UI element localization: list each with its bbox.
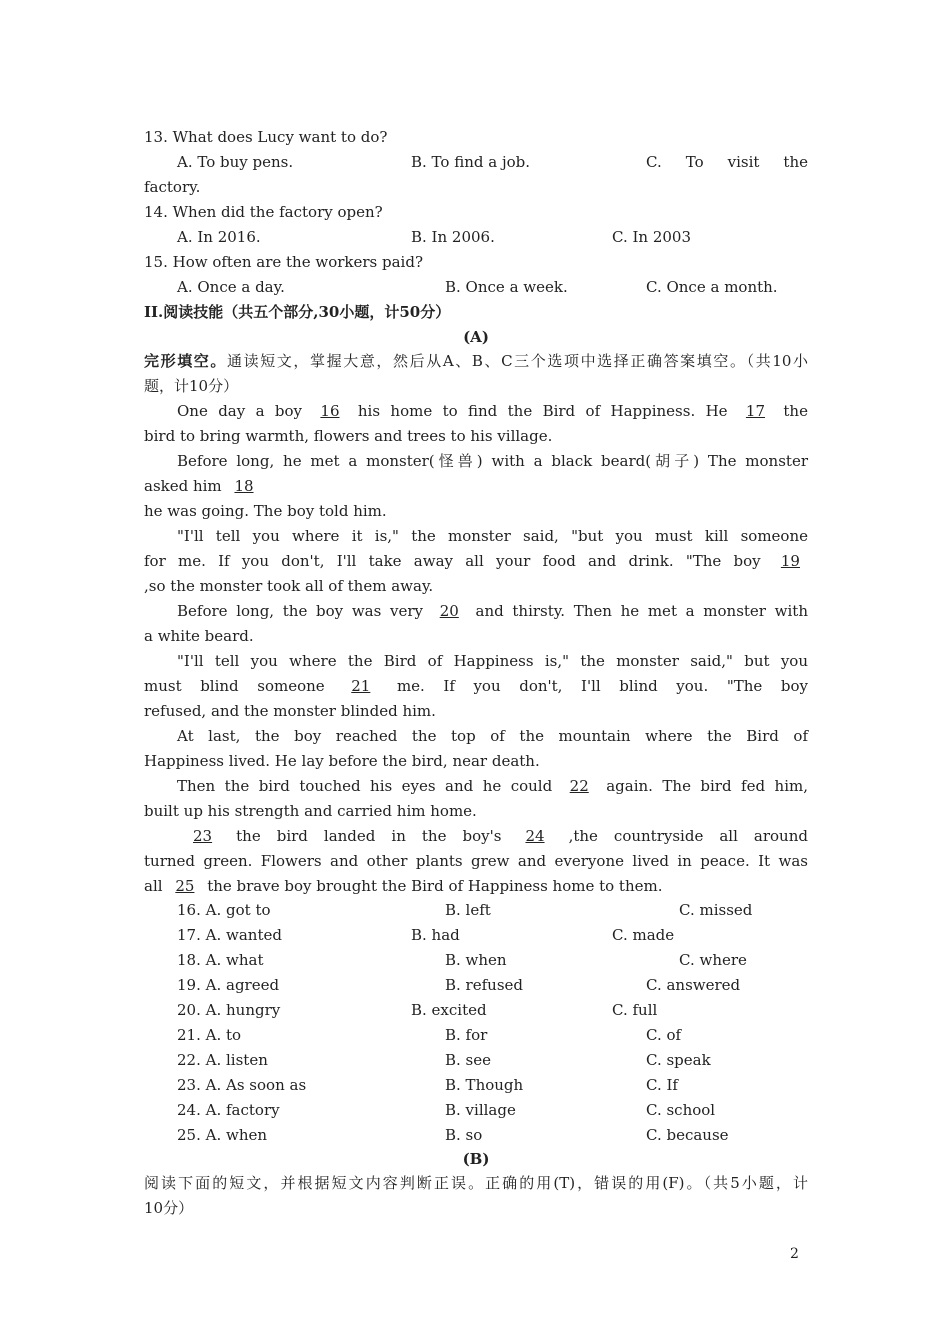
passage-line: "I'll tell you where the Bird of Happiness is," the monster said," but you xyxy=(177,652,808,670)
part-b-instr-line2: 10分） xyxy=(144,1199,194,1217)
q15-option-b: B. Once a week. xyxy=(445,278,568,296)
part-b-instr-line1: 阅读下面的短文，并根据短文内容判断正误。正确的用(T)，错误的用(F)。（共5小题，计 xyxy=(144,1174,808,1192)
passage-line: refused, and the monster blinded him. xyxy=(144,702,436,720)
passage-line: a white beard. xyxy=(144,627,254,645)
question-15: 15. How often are the workers paid? xyxy=(144,253,423,271)
option-b: B. for xyxy=(445,1026,488,1044)
passage-line: Happiness lived. He lay before the bird, near death. xyxy=(144,752,540,770)
option-b: B. so xyxy=(445,1126,483,1144)
q14-option-b: B. In 2006. xyxy=(411,228,495,246)
blank-24: 24 xyxy=(525,827,545,845)
option-b: B. excited xyxy=(411,1001,487,1019)
part-a-label: (A) xyxy=(463,328,489,346)
option-c: C. made xyxy=(612,926,675,944)
passage-line: 23 the bird landed in the boy's 24 ,the countryside all around xyxy=(185,824,808,848)
blank-16: 16 xyxy=(320,402,340,420)
option-row-25: 25. A. when xyxy=(177,1126,268,1144)
passage-line: One day a boy 16 his home to find the Bird of Happiness. He 17 the xyxy=(177,402,808,420)
passage-line: all 25 the brave boy brought the Bird of Happiness home to them. xyxy=(144,877,663,895)
passage-line: At last, the boy reached the top of the mountain where the Bird of xyxy=(177,727,808,745)
blank-23: 23 xyxy=(193,827,213,845)
section-heading: II.阅读技能（共五个部分,30小题，计50分） xyxy=(144,303,451,321)
cloze-instr-line2: 题，计10分） xyxy=(144,377,239,395)
passage-line: asked him 18 xyxy=(144,474,808,498)
passage-line: Then the bird touched his eyes and he could 22 again. The bird fed him, xyxy=(177,777,808,795)
option-c: C. of xyxy=(646,1026,682,1044)
passage-line: must blind someone 21 me. If you don't, I'll blind you. "The boy xyxy=(144,677,808,695)
question-14: 14. When did the factory open? xyxy=(144,203,383,221)
blank-19: 19 xyxy=(780,552,800,570)
option-b: B. had xyxy=(411,926,460,944)
passage-line: bird to bring warmth, flowers and trees to his village. xyxy=(144,427,553,445)
part-b-label: (B) xyxy=(462,1150,490,1168)
option-b: B. see xyxy=(445,1051,492,1069)
q14-option-a: A. In 2016. xyxy=(177,228,261,246)
option-b: B. refused xyxy=(445,976,523,994)
cloze-instructions xyxy=(144,349,808,373)
page-number: 2 xyxy=(790,1246,799,1262)
question-13: 13. What does Lucy want to do? xyxy=(144,128,388,146)
option-c: C. answered xyxy=(646,976,741,994)
blank-25: 25 xyxy=(175,877,195,895)
option-row-18: 18. A. what xyxy=(177,951,264,969)
option-c: C. If xyxy=(646,1076,678,1094)
q13-option-c: C. To visit the xyxy=(646,153,808,171)
option-row-24: 24. A. factory xyxy=(177,1101,280,1119)
option-row-22: 22. A. listen xyxy=(177,1051,268,1069)
q13-option-a: A. To buy pens. xyxy=(177,153,294,171)
blank-22: 22 xyxy=(569,777,589,795)
option-row-16: 16. A. got to xyxy=(177,901,271,919)
cloze-title: 完形填空。 xyxy=(144,352,228,370)
option-b: B. when xyxy=(445,951,507,969)
option-row-17: 17. A. wanted xyxy=(177,926,282,944)
blank-18: 18 xyxy=(234,477,254,495)
passage-line: built up his strength and carried him home. xyxy=(144,802,477,820)
option-c: C. where xyxy=(679,951,747,969)
q13-option-c-cont: factory. xyxy=(144,178,201,196)
option-row-23: 23. A. As soon as xyxy=(177,1076,307,1094)
option-c: C. missed xyxy=(679,901,753,919)
passage-line: for me. If you don't, I'll take away all your food and drink. "The boy 19 xyxy=(144,549,808,573)
passage-line: Before long, the boy was very 20 and thirsty. Then he met a monster with xyxy=(177,602,808,620)
option-b: B. Though xyxy=(445,1076,524,1094)
passage-line: ,so the monster took all of them away. xyxy=(144,577,434,595)
option-c: C. because xyxy=(646,1126,729,1144)
option-c: C. full xyxy=(612,1001,658,1019)
blank-17: 17 xyxy=(745,402,766,420)
blank-21: 21 xyxy=(351,677,371,695)
option-b: B. village xyxy=(445,1101,516,1119)
option-row-19: 19. A. agreed xyxy=(177,976,280,994)
q15-option-c: C. Once a month. xyxy=(646,278,778,296)
option-c: C. school xyxy=(646,1101,716,1119)
blank-20: 20 xyxy=(439,602,459,620)
cloze-instr-line1: 通读短文，掌握大意，然后从A、B、C三个选项中选择正确答案填空。（共10小 xyxy=(227,352,808,370)
passage-line: turned green. Flowers and other plants grew and everyone lived in peace. It was xyxy=(144,852,808,870)
q14-option-c: C. In 2003 xyxy=(612,228,692,246)
option-c: C. speak xyxy=(646,1051,711,1069)
passage-line: Before long, he met a monster(怪兽) with a black beard(胡子) The monster xyxy=(177,452,808,470)
q13-option-b: B. To find a job. xyxy=(411,153,530,171)
option-row-20: 20. A. hungry xyxy=(177,1001,281,1019)
q15-option-a: A. Once a day. xyxy=(177,278,285,296)
passage-line: he was going. The boy told him. xyxy=(144,502,387,520)
option-row-21: 21. A. to xyxy=(177,1026,242,1044)
passage-line: "I'll tell you where it is," the monster said, "but you must kill someone xyxy=(177,527,808,545)
option-b: B. left xyxy=(445,901,491,919)
